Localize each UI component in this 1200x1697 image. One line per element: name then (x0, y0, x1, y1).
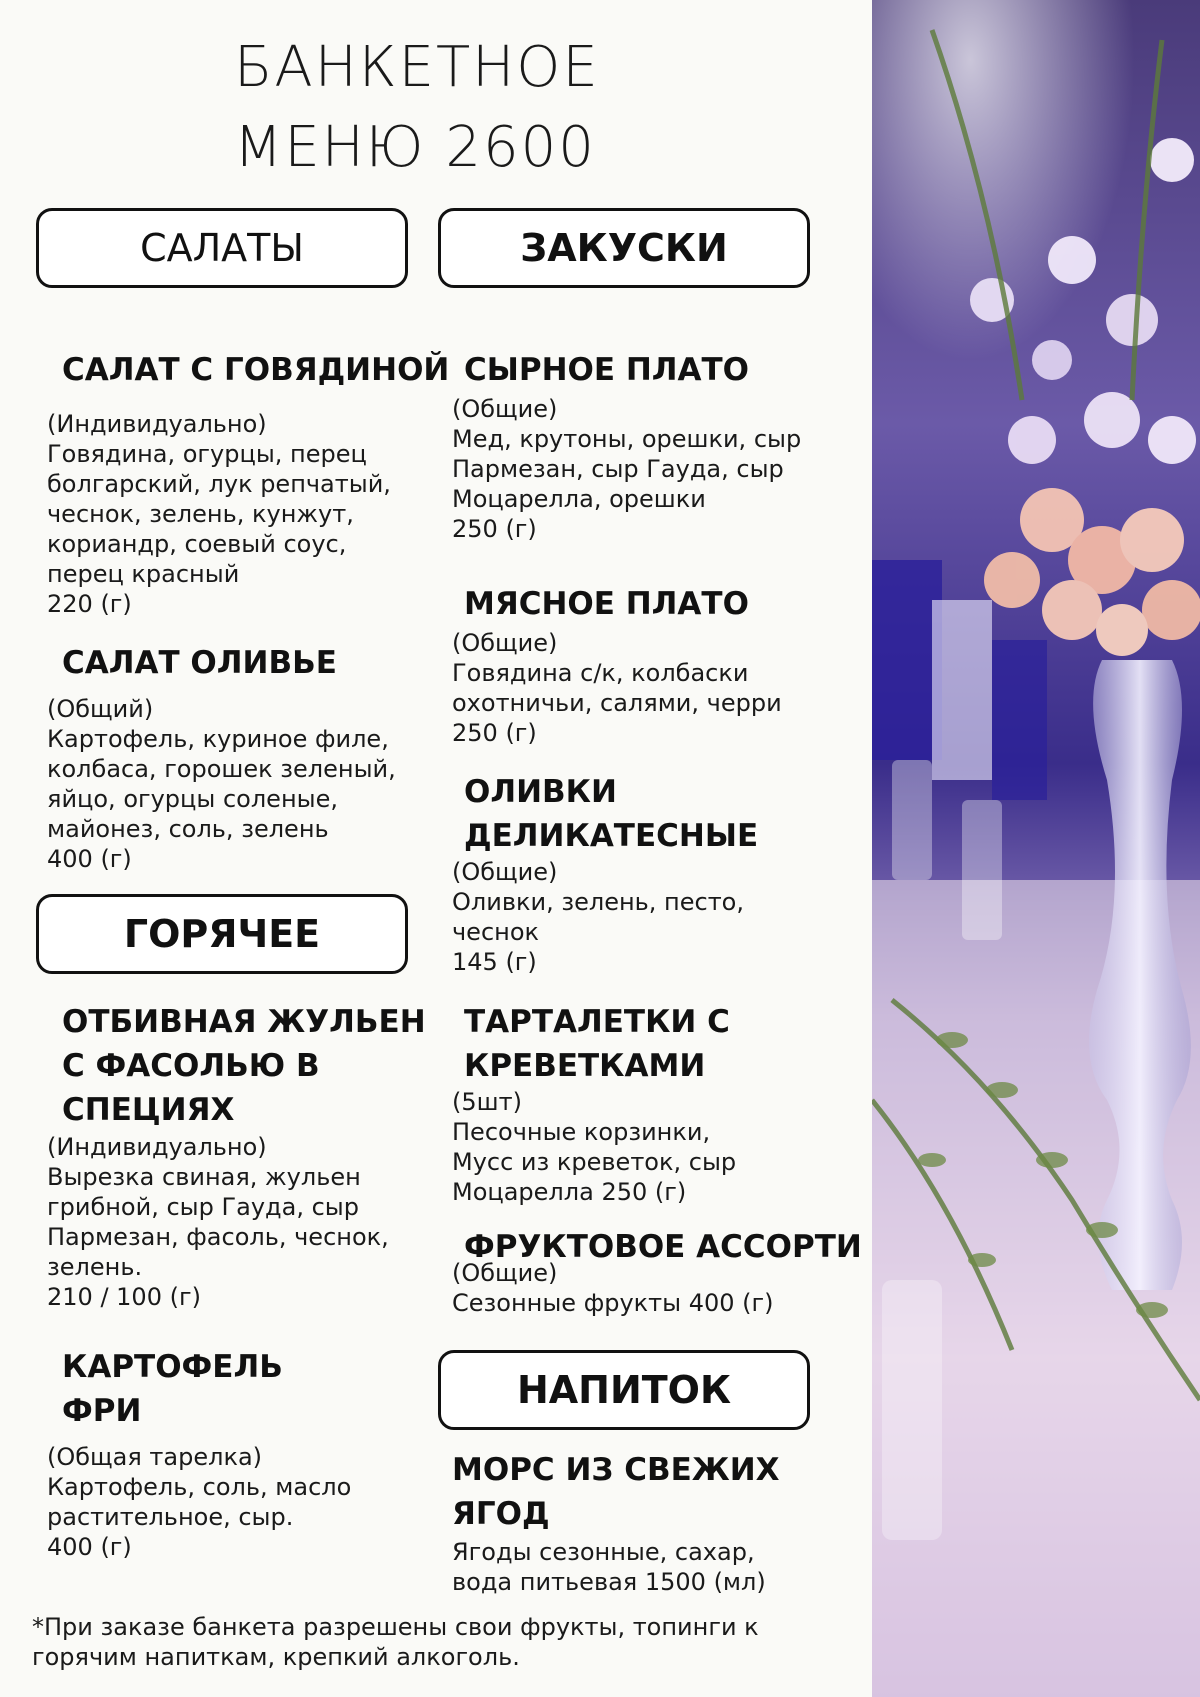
menu-item-name: КАРТОФЕЛЬ ФРИ (62, 1349, 283, 1429)
menu-item-description: (Общие) Сезонные фрукты 400 (г) (452, 1259, 774, 1317)
footer-note: *При заказе банкета разрешены свои фрукты, топинги к горячим напиткам, крепкий алкоголь. (32, 1613, 759, 1671)
section-header-snacks: ЗАКУСКИ (438, 208, 810, 288)
menu-item-description: Ягоды сезонные, сахар, вода питьевая 1500 (мл) (452, 1538, 766, 1596)
menu-item-description: (5шт) Песочные корзинки, Мусс из креветок, сыр Моцарелла 250 (г) (452, 1088, 737, 1206)
section-header-hot: ГОРЯЧЕЕ (36, 894, 408, 974)
section-header-drink: НАПИТОК (438, 1350, 810, 1430)
menu-item-description: (Общие) Мед, крутоны, орешки, сыр Пармезан, сыр Гауда, сыр Моцарелла, орешки 250 (г) (452, 395, 802, 543)
title-line-1: БАНКЕТНОЕ (234, 35, 600, 100)
menu-item-description: (Индивидуально) Вырезка свиная, жульен грибной, сыр Гауда, сыр Пармезан, фасоль, чеснок, зелень. 210 / 100 (г) (47, 1133, 389, 1311)
menu-item-description: (Общий) Картофель, куриное филе, колбаса, горошек зеленый, яйцо, огурцы соленые, майонез, соль, зелень 400 (г) (47, 695, 396, 873)
menu-item-name: ОЛИВКИ ДЕЛИКАТЕСНЫЕ (464, 774, 759, 854)
page-title (234, 28, 634, 188)
menu-item-name: МЯСНОЕ ПЛАТО (464, 586, 749, 622)
menu-item-name: ФРУКТОВОЕ АССОРТИ (464, 1229, 862, 1265)
menu-item-description: (Индивидуально) Говядина, огурцы, перец болгарский, лук репчатый, чеснок, зелень, кунжут, кориандр, соевый соус, перец красный 220 (г) (47, 410, 391, 618)
title-line-2: МЕНЮ 2600 (234, 115, 596, 180)
menu-item-name: ТАРТАЛЕТКИ С КРЕВЕТКАМИ (464, 1004, 730, 1084)
menu-item-description: (Общие) Оливки, зелень, песто, чеснок 145 (г) (452, 858, 744, 976)
menu-item-name: МОРС ИЗ СВЕЖИХ ЯГОД (452, 1452, 780, 1532)
section-header-salads: САЛАТЫ (36, 208, 408, 288)
menu-item-name: СЫРНОЕ ПЛАТО (464, 352, 750, 388)
menu-item-name: САЛАТ ОЛИВЬЕ (62, 645, 337, 681)
menu-item-name: ОТБИВНАЯ ЖУЛЬЕН С ФАСОЛЬЮ В СПЕЦИЯХ (62, 1004, 426, 1128)
banquet-table-flowers-image (872, 0, 1200, 1697)
menu-item-description: (Общая тарелка) Картофель, соль, масло растительное, сыр. 400 (г) (47, 1443, 352, 1561)
menu-item-name: САЛАТ С ГОВЯДИНОЙ (62, 352, 450, 388)
menu-item-description: (Общие) Говядина с/к, колбаски охотничьи, салями, черри 250 (г) (452, 629, 782, 747)
